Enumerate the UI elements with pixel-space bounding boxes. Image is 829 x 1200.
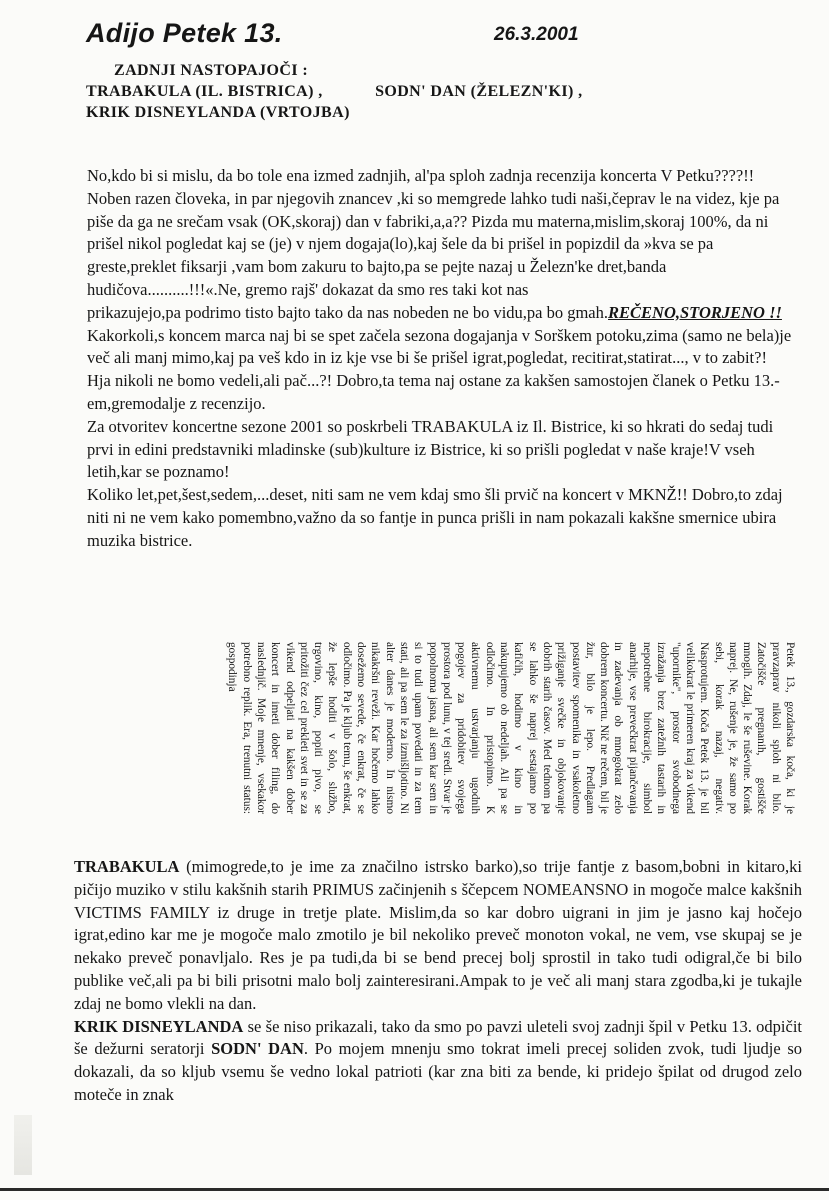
performer-krik-disneylanda: KRIK DISNEYLANDA (VRTOJBA) bbox=[86, 104, 350, 121]
paragraph-text: prikazujejo,pa podrimo tisto bajto tako da nas nobeden ne bo vidu,pa bo gmah. bbox=[87, 302, 609, 322]
paragraph-text: . Po mojem mnenju smo tokrat imeli precej soliden zvok, tudi ljudje so dokazali, da so kljub vsemu še vedno lokal patrioti (kar zna biti za bende, ki pridejo špilat od drugod zelo moteče in znak bbox=[74, 1039, 802, 1104]
paragraph-text: se še niso prikazali, tako da smo po pavzi uleteli svoj zadnji špil v Petku 13. odpičit še dežurni seratorji bbox=[74, 1016, 802, 1059]
rotated-sidebar-box bbox=[75, 642, 797, 814]
rotated-sidebar-text: Petek 13., gozdarska koča, ki je pravzaprav nikoli sploh ni bilo. Zatočišče pregnanih, gostišče mnogih. Zdaj, le še ruševine. Korak naprej. Ne, rušenje je, že samo po sebi, korak nazaj, negativ. Nasprotujem. Koča Petek 13. je bil velikokrat le primeren kraj za vikend "upornike", prostor svobodnega izražanja brez zatežnih tastarih in nepotrebne birokracije, simbol anarhije, vse prevečkrat pijančevanja in zadevanja ob mnogokrat zelo dobrem koncertu. Nič ne rečem, bil je žur, bilo je lepo. Predlagam postavitev spomenika in vsakoletno prižiganje svečke in objokovanje dobrih starih časov. Med tednom pa se lahko še naprej sestajamo po kafičih, hodimo v kino in nakupujemo ob nedeljah. Ali pa se odločimo. In pristopimo. K aktivnemu ustvarjanju ugodnih pogojev za pridobitev svojega prostora pod lunu, v tej sredi. Stvar je popolnoma jasna, ali sem kar sem in si to tudi upam povedati in za tem stati, ali pa sem le za izmišljotino. Ni alter danes je moderno. In nismo nikakršni reveži. Kar hočemo lahko dosežemo sevede, če enkrat, če se odločimo. Pa je kljub temu, še enkrat, že lepše hoditi v šolo, službo, trgovino, kino, popiti pivo, se pritožiti čez cel prekleti svet in se za vikend odpeljati na kakšen dober koncert in imeti dober filing, do naslednjič. Moje mnenje, vsekakor potrebno replik. Era, trenutni status: gospodinja bbox=[226, 642, 796, 814]
paragraph: No,kdo bi si mislu, da bo tole ena izmed zadnjih, al'pa sploh zadnja recenzija koncerta V Petku????!! bbox=[87, 166, 755, 185]
scan-artifact bbox=[14, 1115, 32, 1175]
document-date: 26.3.2001 bbox=[494, 24, 579, 45]
paragraph bbox=[74, 856, 802, 1016]
performers-heading: ZADNJI NASTOPAJOČI : bbox=[114, 62, 309, 79]
performers-block bbox=[86, 60, 786, 123]
performers-line bbox=[86, 81, 786, 102]
page-edge-line bbox=[0, 1188, 829, 1191]
paragraph bbox=[87, 302, 802, 325]
paragraph: Noben razen človeka, in par njegovih znancev ,ki so memgrede lahko tudi naši,čeprav le na videz, kje pa piše da ga ne srečam vsak (OK,skoraj) dan v fabriki,a,a?? Pizda mu materna,mislim,skoraj 100%, da ni prišel nikol pogledat kaj se (je) v njem dogaja(lo),kaj šele da bi prišel in popizdil da »kva se pa greste,preklet fiksarji ,vam bom zakuru to bajto,pa se pejte nazaj u Železn'ke dret,banda hudičova..........!!!«.Ne, gremo rajš' dokazat da smo res taki kot nas bbox=[87, 188, 780, 299]
review-body bbox=[74, 856, 802, 1107]
paragraph: Koliko let,pet,šest,sedem,...deset, niti sam ne vem kdaj smo šli prvič na koncert v MKNŽ!! Dobro,to zdaj niti ni ne vem kako pomembno,važno da so fantje in punca prišli in nam pokazali kakšne smernice ubira muzika bistrice. bbox=[87, 485, 783, 550]
performer-sodn-dan: SODN' DAN (ŽELEZN'KI) , bbox=[375, 83, 583, 100]
band-name: TRABAKULA bbox=[74, 857, 180, 876]
article-body bbox=[87, 165, 802, 553]
band-name: KRIK DISNEYLANDA bbox=[74, 1016, 244, 1036]
emphasis-text: REČENO,STORJENO !! bbox=[608, 302, 782, 322]
paragraph: Za otvoritev koncertne sezone 2001 so poskrbeli TRABAKULA iz Il. Bistrice, ki so hkrati do sedaj tudi prvi in edini predstavniki mladinske (sub)kulture iz Bistrice, ki so prišli pogledat v naše kraje!V vseh letih,kar se poznamo! bbox=[87, 416, 774, 482]
paragraph: Kakorkoli,s koncem marca naj bi se spet začela sezona dogajanja v Sorškem potoku,zima (samo ne bela)je več ali manj mimo,kaj pa veš kdo in iz kje vse bi še prišel igrat,pogledat, recitirat,statirat..., v to zabit?! bbox=[87, 325, 792, 368]
paragraph bbox=[74, 1016, 802, 1107]
document-title: Adijo Petek 13. bbox=[86, 18, 283, 48]
band-name: SODN' DAN bbox=[211, 1039, 304, 1059]
paragraph: Hja nikoli ne bomo vedeli,ali pač...?! Dobro,ta tema naj ostane za kakšen samostojen članek o Petku 13.-em,gremodalje z recenzijo. bbox=[87, 371, 780, 413]
performer-trabakula: TRABAKULA (IL. BISTRICA) , bbox=[86, 83, 323, 100]
paragraph-text: (mimogrede,to je ime za značilno istrsko barko),so trije fantje z basom,bobni in kitaro,ki pičijo muziko v stilu kakšnih starih PRIMUS začinjenih s ščepcem NOMEANSNO in mogoče malce kakšnih VICTIMS FAMILY iz druge in tretje plate. Mislim,da so kar dobro uigrani in jim je jasno kaj hočejo igrat,edino kar me je mogoče malo zmotilo je bil nekoliko preveč monoton vokal, ne vem, vse skupaj se je nekako preveč ponavljalo. Res je pa tudi,da bi se bend precej bolj sprostil in tako tudi odigral,če bi bilo publike več,ali pa bi bili prisotni malo bolj zainteresirani.Ampak to je več ali manj stara zgodba,ki je tukajle zdaj ne bomo vlekli na dan. bbox=[74, 857, 802, 1013]
